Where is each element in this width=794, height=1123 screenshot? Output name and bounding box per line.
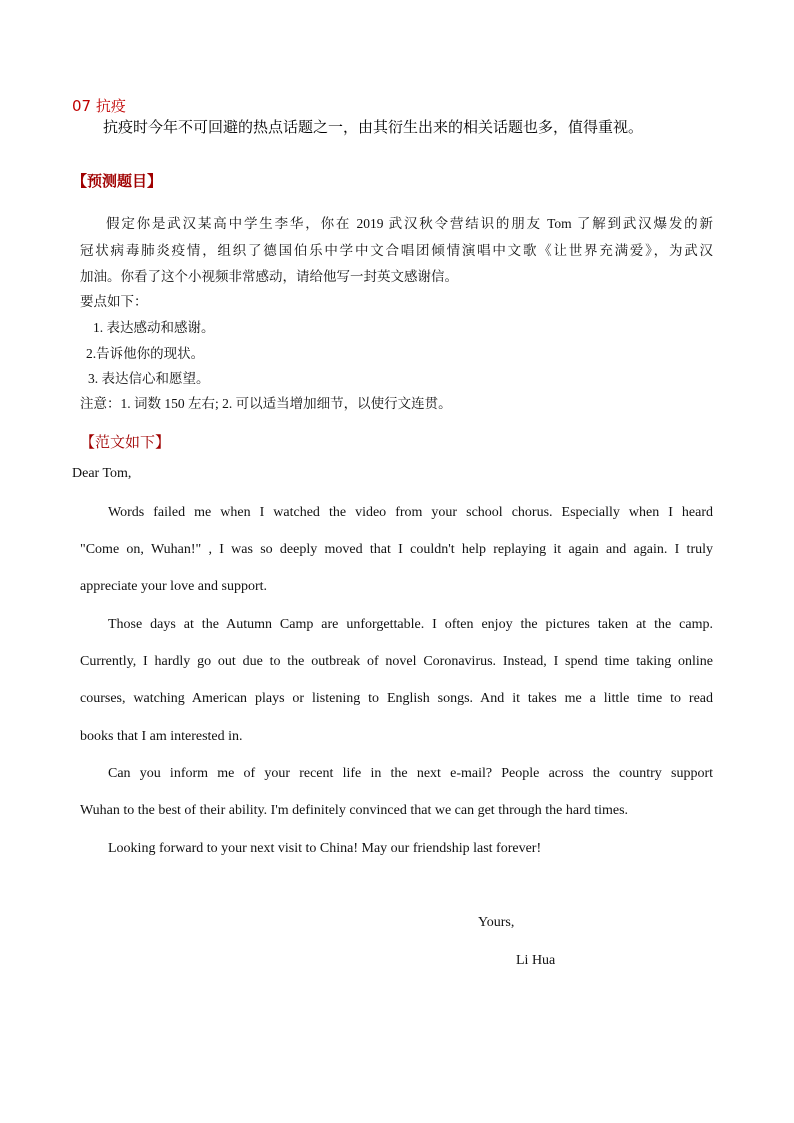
point-item-2: 2.告诉他你的现状。 <box>86 346 205 361</box>
letter-line-9: Wuhan to the best of their ability. I'm definitely convinced that we can get through the hard times. <box>80 803 629 818</box>
point-item-1: 1. 表达感动和感谢。 <box>93 320 215 335</box>
letter-signature: Li Hua <box>516 953 556 968</box>
points-label: 要点如下： <box>80 294 148 309</box>
letter-line-2: "Come on, Wuhan!" , I was so deeply moved that I couldn't help replaying it again and again. I truly <box>80 542 713 557</box>
prompt-line-3: 加油。你看了这个小视频非常感动，请给他写一封英文感谢信。 <box>80 269 458 284</box>
letter-salutation: Dear Tom, <box>72 466 132 481</box>
letter-line-5: Currently, I hardly go out due to the outbreak of novel Coronavirus. Instead, I spend time taking online <box>80 654 713 669</box>
point-item-3: 3. 表达信心和愿望。 <box>88 371 210 386</box>
letter-line-3: appreciate your love and support. <box>80 579 267 594</box>
prompt-line-2: 冠状病毒肺炎疫情，组织了德国伯乐中学中文合唱团倾情演唱中文歌《让世界充满爱》，为武汉 <box>80 243 713 258</box>
prompt-note: 注意：1. 词数 150 左右; 2. 可以适当增加细节，以使行文连贯。 <box>80 396 452 411</box>
prompt-line-1: 假定你是武汉某高中学生李华，你在 2019 武汉秋令营结识的朋友 Tom 了解到武汉爆发的新 <box>106 216 713 231</box>
letter-line-1: Words failed me when I watched the video from your school chorus. Especially when I heard <box>108 505 713 520</box>
letter-line-8: Can you inform me of your recent life in the next e-mail? People across the country support <box>108 766 713 781</box>
prompt-header: 【预测题目】 <box>72 172 163 190</box>
section-intro: 抗疫时今年不可回避的热点话题之一，由其衍生出来的相关话题也多，值得重视。 <box>103 118 644 136</box>
essay-header: 【范文如下】 <box>80 433 171 451</box>
letter-line-6: courses, watching American plays or listening to English songs. And it takes me a little time to read <box>80 691 713 706</box>
letter-line-7: books that I am interested in. <box>80 729 243 744</box>
letter-line-10: Looking forward to your next visit to China! May our friendship last forever! <box>108 841 542 856</box>
section-heading: 07 抗疫 <box>72 97 126 115</box>
letter-closing: Yours, <box>478 915 515 930</box>
letter-line-4: Those days at the Autumn Camp are unforgettable. I often enjoy the pictures taken at the camp. <box>108 617 713 632</box>
